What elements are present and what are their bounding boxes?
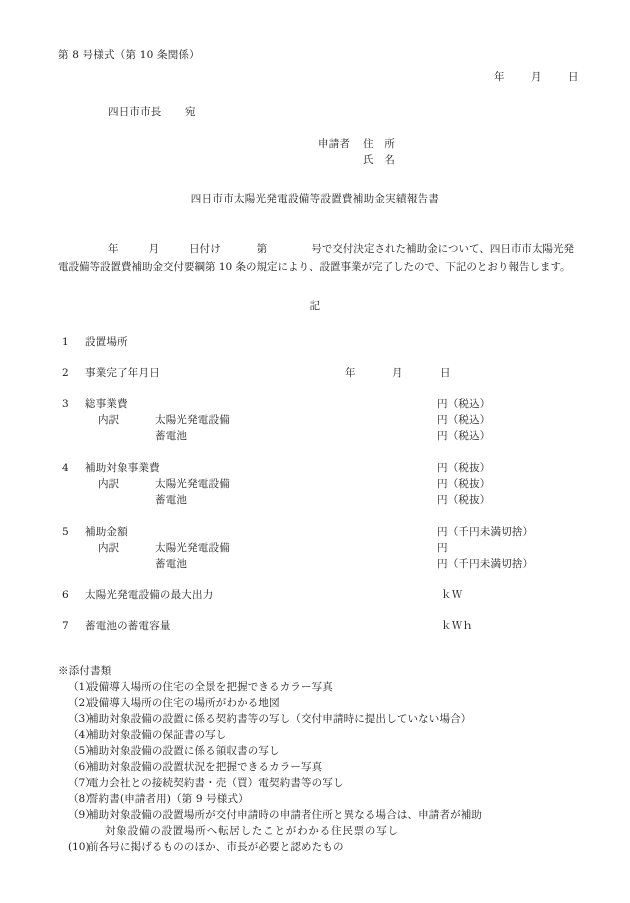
item-date-month: 月 <box>392 367 403 379</box>
attachment-marker: （7） <box>68 777 96 789</box>
item-breakdown-label: 内訳 <box>98 542 119 554</box>
attachment-text: 設備導入場所の住宅の全景を把握できるカラー写真 <box>88 681 333 693</box>
page-title: 四日市市太陽光発電設備等設置費補助金実績報告書 <box>190 193 440 205</box>
item-number: 1 <box>62 336 69 348</box>
attachment-continuation: 対象設備の設置場所へ転居したことがわかる住民票の写し <box>105 825 399 837</box>
attachment-text: 補助対象設備の設置に係る契約書等の写し（交付申請時に提出していない場合） <box>88 713 472 725</box>
item-date-day: 日 <box>440 367 451 379</box>
body-line3: 告します。 <box>518 261 571 273</box>
header-date-year: 年 <box>494 71 505 83</box>
item-unit: ｋＷ <box>441 589 463 601</box>
applicant-address-label: 住 所 <box>363 138 396 150</box>
form-number: 第 8 号様式（第 10 条関係） <box>58 49 200 61</box>
item-label: 補助対象事業費 <box>85 462 160 474</box>
item-number: 3 <box>62 398 69 410</box>
attachment-marker: （3） <box>68 713 96 725</box>
item-breakdown-row-unit: 円（税抜） <box>437 494 491 506</box>
ki-marker: 記 <box>309 300 321 312</box>
item-breakdown-row-unit: 円（税込） <box>437 414 491 426</box>
applicant-label: 申請者 <box>318 138 351 150</box>
addressee: 四日市市長 <box>108 106 162 118</box>
body-number-suffix: 号で交付決定された補助金について、四日市市太陽光発 <box>311 243 575 255</box>
item-label: 事業完了年月日 <box>85 367 160 379</box>
attachment-text: 誓約書(申請者用)（第 9 号様式） <box>88 793 249 805</box>
attachment-marker: （8） <box>68 793 96 805</box>
attachment-marker: （5） <box>68 745 96 757</box>
item-label: 総事業費 <box>85 398 128 410</box>
attachment-text: 前各号に掲げるもののほか、市長が必要と認めたもの <box>88 841 344 853</box>
item-unit: 円（税込） <box>437 398 491 410</box>
item-label: 設置場所 <box>85 336 128 348</box>
header-date-month: 月 <box>531 71 542 83</box>
item-breakdown-row-label: 太陽光発電設備 <box>155 478 230 490</box>
item-breakdown-row-label: 太陽光発電設備 <box>155 414 230 426</box>
item-breakdown-row-unit: 円（千円未満切捨） <box>437 558 534 570</box>
attachment-marker: （9） <box>68 809 96 821</box>
item-breakdown-row-unit: 円（税込） <box>437 430 491 442</box>
attachment-text: 設備導入場所の住宅の場所がわかる地図 <box>88 697 280 709</box>
applicant-name-label: 氏 名 <box>363 154 396 166</box>
item-label: 太陽光発電設備の最大出力 <box>85 589 214 601</box>
body-month: 月 <box>148 243 160 255</box>
attachment-text: 補助対象設備の保証書の写し <box>88 729 227 741</box>
item-breakdown-row-label: 蓄電池 <box>155 558 188 570</box>
item-breakdown-label: 内訳 <box>98 414 119 426</box>
item-number: 7 <box>62 620 69 632</box>
item-breakdown-label: 内訳 <box>98 478 119 490</box>
item-unit: 円（千円未満切捨） <box>437 526 534 538</box>
attachment-text: 補助対象設備の設置状況を把握できるカラー写真 <box>88 761 323 773</box>
attachment-marker: (10) <box>68 841 90 853</box>
body-line2: 電設備等設置費補助金交付要綱第 10 条の規定により、設置事業が完了したので、下記のとおり報 <box>58 261 519 273</box>
item-breakdown-row-unit: 円（税抜） <box>437 478 491 490</box>
body-number-prefix: 第 <box>256 243 268 255</box>
item-breakdown-row-label: 太陽光発電設備 <box>155 542 230 554</box>
item-label: 蓄電池の蓄電容量 <box>85 620 171 632</box>
item-breakdown-row-label: 蓄電池 <box>155 494 188 506</box>
attachment-text: 電力会社との接続契約書・売（買）電契約書等の写し <box>88 777 344 789</box>
attachment-text: 補助対象設備の設置場所が交付申請時の申請者住所と異なる場合は、申請者が補助 <box>88 809 483 821</box>
header-date-day: 日 <box>568 71 579 83</box>
attachments-heading: ※添付書類 <box>58 665 112 677</box>
item-breakdown-row-label: 蓄電池 <box>155 430 188 442</box>
attachment-text: 補助対象設備の設置に係る領収書の写し <box>88 745 280 757</box>
item-number: 6 <box>62 589 69 601</box>
attachment-marker: （4） <box>68 729 96 741</box>
item-label: 補助金額 <box>85 526 128 538</box>
body-paragraph <box>58 240 574 276</box>
attachment-marker: （2） <box>68 697 96 709</box>
attachment-marker: （6） <box>68 761 96 773</box>
item-breakdown-row-unit: 円 <box>437 542 448 554</box>
item-number: 4 <box>62 462 69 474</box>
item-number: 5 <box>62 526 69 538</box>
item-date-year: 年 <box>345 367 356 379</box>
body-day-suffix: 日付け <box>189 243 221 255</box>
body-year: 年 <box>108 243 119 255</box>
item-unit: 円（税抜） <box>437 462 491 474</box>
addressee-suffix: 宛 <box>185 106 196 118</box>
attachment-marker: （1） <box>68 681 96 693</box>
item-number: 2 <box>62 367 69 379</box>
item-unit: ｋＷｈ <box>441 620 474 632</box>
